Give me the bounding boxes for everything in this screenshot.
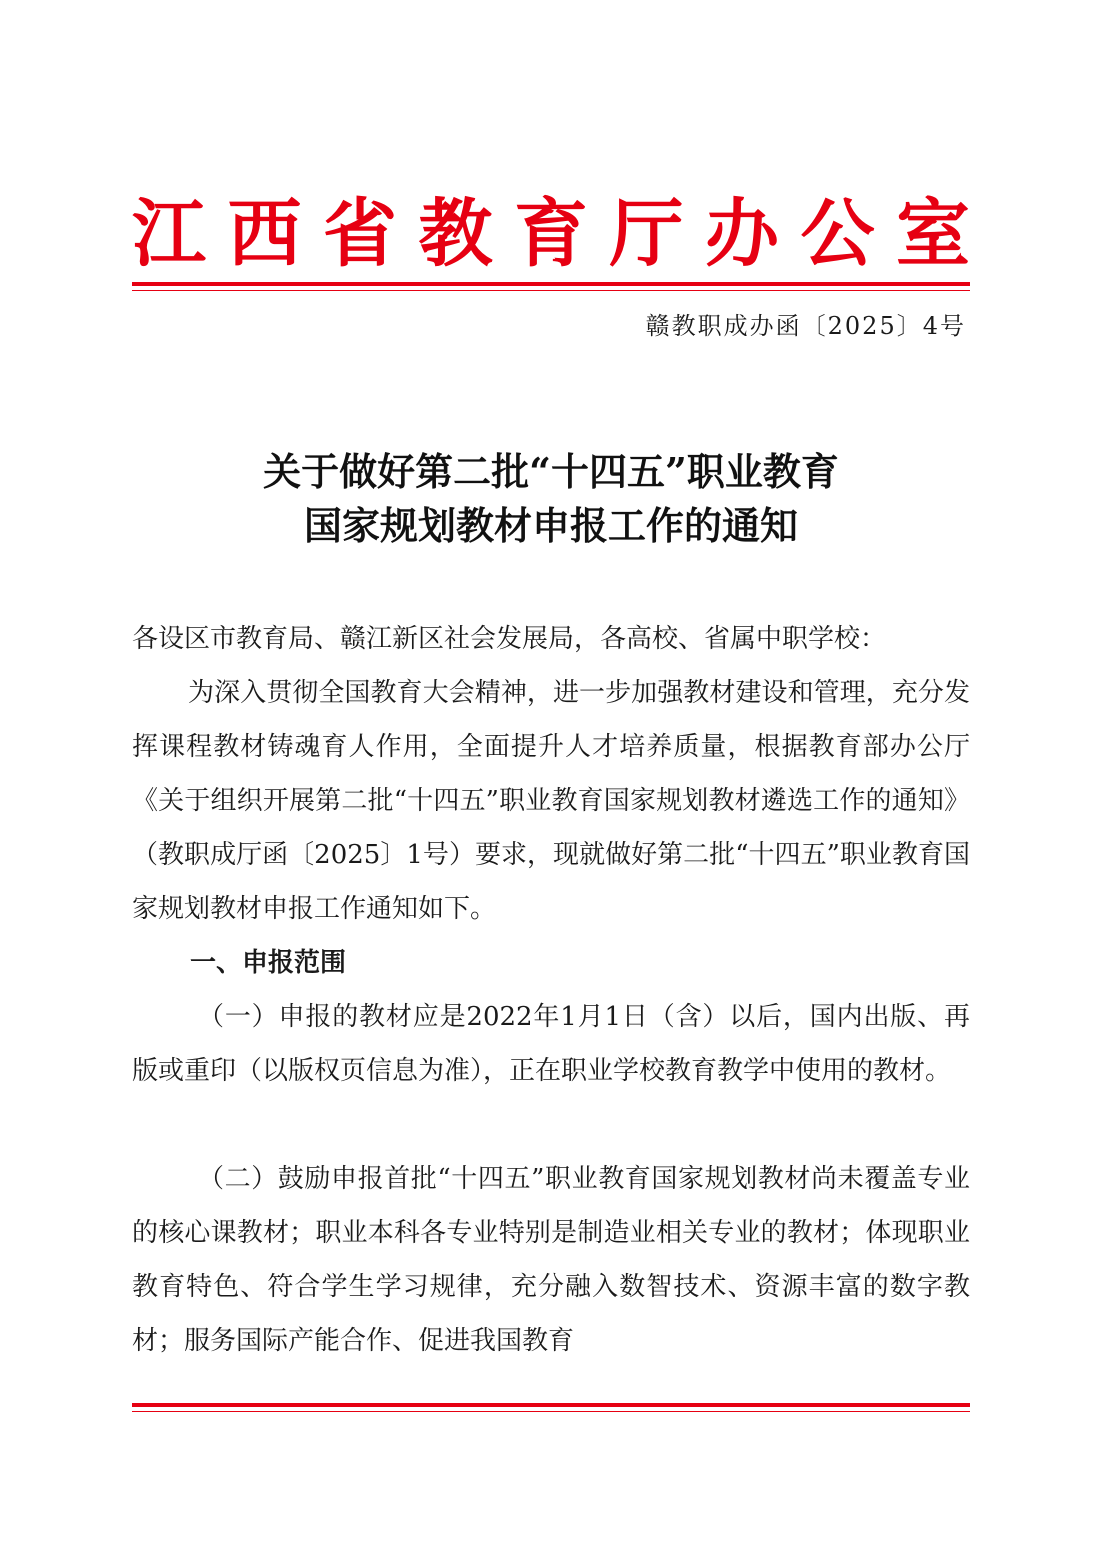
letterhead-org-name: 江西省教育厅办公室 <box>132 191 970 277</box>
document-number: 赣教职成办函〔2025〕4号 <box>645 312 966 340</box>
intro-paragraph: 为深入贯彻全国教育大会精神，进一步加强教材建设和管理，充分发挥课程教材铸魂育人作用，全面提升人才培养质量，根据教育部办公厅《关于组织开展第二批“十四五”职业教育国家规划教材遴选工作的通知》（教职成厅函〔2025〕1号）要求，现就做好第二批“十四五”职业教育国家规划教材申报工作通知如下。 <box>132 678 970 924</box>
section-item-2: （二）鼓励申报首批“十四五”职业教育国家规划教材尚未覆盖专业的核心课教材；职业本科各专业特别是制造业相关专业的教材；体现职业教育特色、符合学生学习规律，充分融入数智技术、资源丰富的数字教材；服务国际产能合作、促进我国教育 <box>132 1164 970 1356</box>
footer-red-rule <box>132 1403 970 1412</box>
document-title-line-1: 关于做好第二批“十四五”职业教育 <box>263 449 839 494</box>
section-heading-scope: 一、申报范围 <box>190 948 347 978</box>
letterhead-red-rule <box>132 282 970 291</box>
section-item-1: （一）申报的教材应是2022年1月1日（含）以后，国内出版、再版或重印（以版权页信息为准），正在职业学校教育教学中使用的教材。 <box>132 1002 970 1086</box>
document-title-line-2: 国家规划教材申报工作的通知 <box>303 503 798 548</box>
salutation: 各设区市教育局、赣江新区社会发展局，各高校、省属中职学校： <box>132 624 887 654</box>
